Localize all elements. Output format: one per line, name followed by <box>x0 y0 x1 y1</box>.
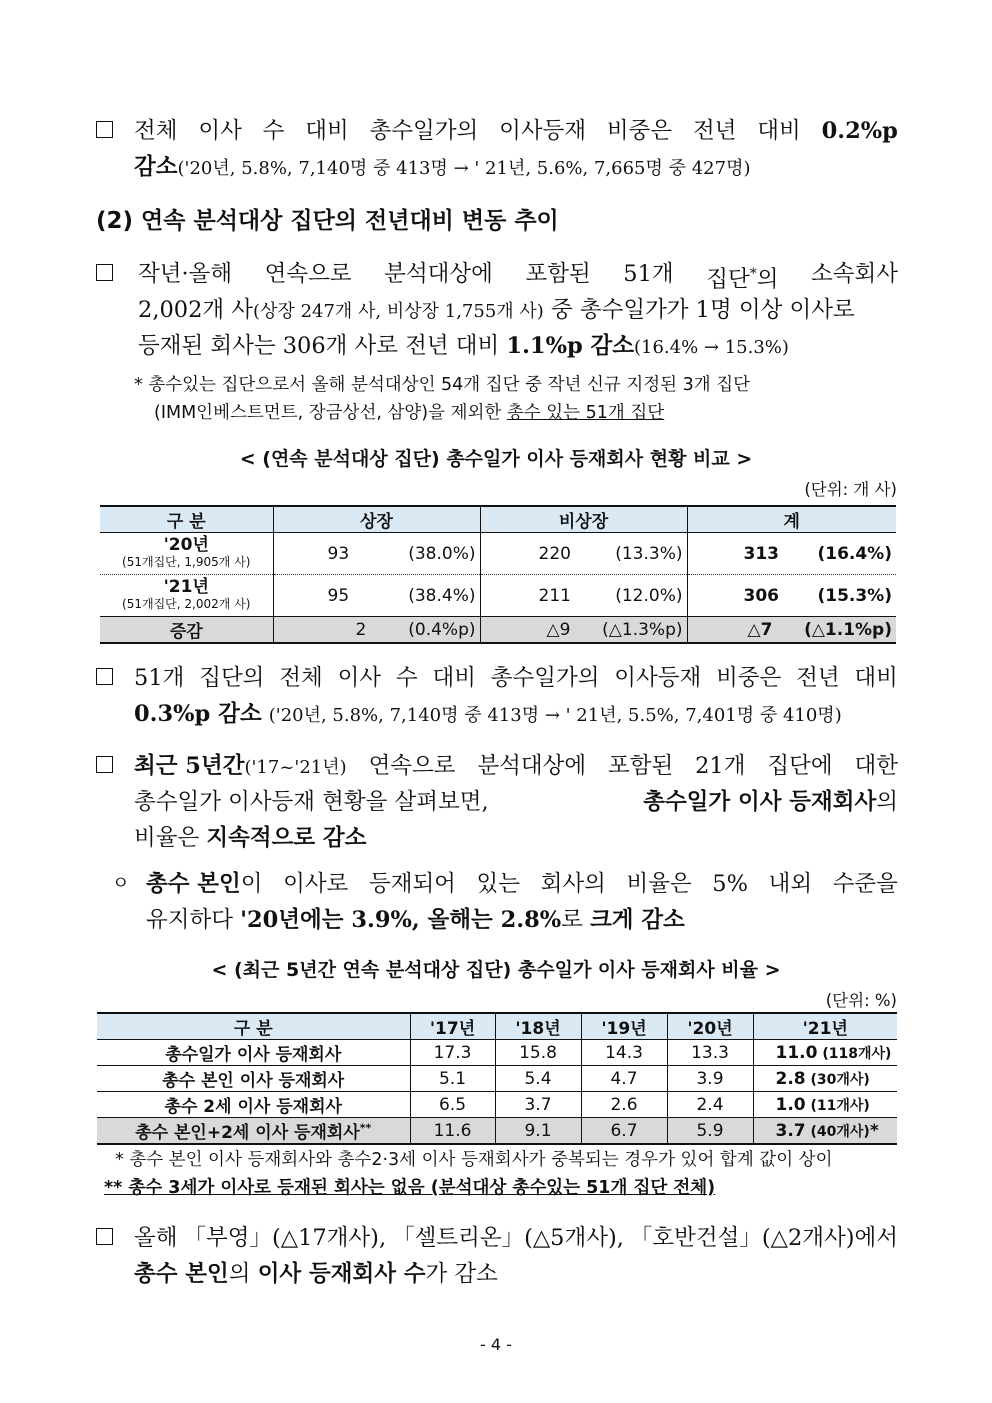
paragraph-director-ratio <box>0 113 992 193</box>
table-row <box>97 1066 897 1092</box>
table-row <box>97 1118 897 1145</box>
cell-count: 2 <box>355 619 367 640</box>
bold-text: 지속적으로 감소 <box>206 825 367 851</box>
cell-count: 306 <box>743 585 779 606</box>
bold-text: 이사 등재회사 수 <box>257 1261 426 1287</box>
word: 수 <box>262 118 285 144</box>
cell-count: △9 <box>546 619 571 640</box>
paragraph-line <box>134 748 898 786</box>
table-listed-comparison <box>100 505 896 644</box>
table-total-row <box>100 617 896 644</box>
row-label: 총수 2세 이사 등재회사 <box>164 1097 342 1117</box>
checkbox-square-icon <box>96 1228 113 1245</box>
word <box>134 748 347 786</box>
cell-value-2021 <box>753 1066 897 1092</box>
word: 총수일가의 <box>490 665 600 691</box>
detail-text: (16.4% → 15.3%) <box>633 337 789 358</box>
unit-text: (단위: %) <box>825 991 897 1010</box>
text: 중 총수일가가 1명 이상 이사로 <box>550 297 855 323</box>
word: 비중은 <box>716 665 782 691</box>
cell-value-2021 <box>753 1040 897 1066</box>
checkbox-square-icon <box>96 668 113 685</box>
word: 등재되어 <box>368 871 456 897</box>
header-cell: '21년 <box>753 1013 897 1040</box>
word: 51개 <box>623 261 674 287</box>
paragraph-line <box>134 660 898 696</box>
cell-count: △7 <box>747 619 773 640</box>
checkbox-square-icon <box>96 264 113 281</box>
cell-value: 2.6 <box>581 1092 667 1118</box>
section-title <box>96 202 896 235</box>
table-row <box>100 533 896 575</box>
word: 연속으로 <box>264 261 352 287</box>
cell-count: 220 <box>538 543 571 564</box>
footnote-line: * 총수 본인 이사 등재회사와 총수2·3세 이사 등재회사가 중복되는 경우가 있어 합계 값이 상이 <box>115 1150 833 1170</box>
title-text: < (연속 분석대상 집단) 총수일가 이사 등재회사 현황 비교 > <box>239 448 753 470</box>
paragraph-line <box>138 328 789 366</box>
cell-value: 5.4 <box>495 1066 581 1092</box>
checkbox-square-icon <box>96 121 113 138</box>
row-label: '21년 <box>163 576 209 597</box>
cell-percent: (16.4%) <box>817 543 892 564</box>
value: 3.7 <box>775 1120 806 1141</box>
paragraph-decrease-groups <box>0 1220 992 1300</box>
cell-value: 11.6 <box>410 1118 495 1145</box>
cell-count: 95 <box>327 585 350 606</box>
paragraph-line <box>134 113 898 149</box>
word: 21개 <box>695 753 746 779</box>
mark: * <box>869 1120 879 1141</box>
text: 총수일가 이사등재 현황을 살펴보면, <box>134 789 489 815</box>
bold-text: 최근 5년간 <box>134 753 245 779</box>
word: 총수 본인이 <box>146 871 263 897</box>
word: 포함된 <box>525 261 591 287</box>
row-label: 증감 <box>100 617 273 644</box>
paragraph-line <box>134 1220 898 1256</box>
text: 의 <box>876 789 898 815</box>
word: 수 <box>395 665 418 691</box>
table-header-row <box>97 1013 897 1040</box>
cell-value: 3.9 <box>667 1066 753 1092</box>
word: 이사등재 <box>499 118 587 144</box>
cell-count: 211 <box>538 585 571 606</box>
cell-value: 17.3 <box>410 1040 495 1066</box>
word: 회사의 <box>540 871 606 897</box>
word: 있는 <box>476 871 521 897</box>
underlined-text: 총수 있는 51개 집단 <box>506 403 665 423</box>
text: 로 <box>561 907 583 933</box>
bold-text: 총수 본인 <box>146 871 241 897</box>
word: 집단의 <box>199 665 265 691</box>
paragraph-51-groups-ratio <box>0 660 992 740</box>
table-five-year-ratio <box>97 1012 897 1145</box>
paragraph-line <box>134 149 750 187</box>
cell-value: 9.1 <box>495 1118 581 1145</box>
paragraph-line <box>134 1256 498 1292</box>
word: 전년 <box>692 118 737 144</box>
count: (118개사) <box>817 1045 892 1062</box>
header-cell: '18년 <box>495 1013 581 1040</box>
word: 대비 <box>854 665 898 691</box>
word: 51개 <box>134 665 185 691</box>
bold-text: 감소 <box>134 154 178 180</box>
section-heading: (2) 연속 분석대상 집단의 전년대비 변동 추이 <box>96 208 559 234</box>
cell-value-2021 <box>753 1118 897 1145</box>
table-row <box>97 1040 897 1066</box>
word: 이사 <box>337 665 382 691</box>
word: 작년·올해 <box>138 261 233 287</box>
bold-text: 총수 본인 <box>134 1261 229 1287</box>
word: 「부영」(△17개사), <box>183 1225 387 1251</box>
checkbox-square-icon <box>96 756 113 773</box>
table1-unit <box>0 476 897 500</box>
value: 11.0 <box>775 1042 818 1063</box>
cell-value: 2.4 <box>667 1092 753 1118</box>
word: 집단에 <box>767 753 833 779</box>
header-cell: 상장 <box>273 506 480 533</box>
word: 전년 <box>796 665 840 691</box>
cell-percent: (38.0%) <box>408 543 476 564</box>
paragraph-line <box>146 902 685 938</box>
word: 연속으로 <box>368 753 456 779</box>
table-row <box>97 1092 897 1118</box>
bullet-icon: ㅇ <box>112 873 130 894</box>
detail-text: (상장 247개 사, 비상장 1,755개 사) <box>253 301 544 322</box>
text: 비율은 <box>134 825 200 851</box>
row-sublabel: (51개집단, 1,905개 사) <box>122 554 251 569</box>
row-label: 총수 본인 이사 등재회사 <box>162 1071 345 1091</box>
row-label: 총수일가 이사 등재회사 <box>165 1045 342 1065</box>
word: 대비 <box>305 118 349 144</box>
word: 이사로 <box>283 871 349 897</box>
word: 대한 <box>854 753 898 779</box>
cell-value: 15.8 <box>495 1040 581 1066</box>
cell-percent: (13.3%) <box>615 543 683 564</box>
cell-percent: (38.4%) <box>408 585 476 606</box>
value: 2.8 <box>775 1068 806 1089</box>
footnote-line <box>154 400 664 427</box>
bold-text: 0.3%p 감소 <box>134 701 262 727</box>
cell-value: 6.5 <box>410 1092 495 1118</box>
page-number <box>0 1335 992 1354</box>
row-sublabel: (51개집단, 2,002개 사) <box>122 596 251 611</box>
text: 등재된 회사는 306개 사로 전년 대비 <box>138 333 500 359</box>
text: (IMM인베스트먼트, 장금상선, 삼양)을 제외한 <box>154 403 502 423</box>
word: 대비 <box>757 118 801 144</box>
footnote-line: ** 총수 3세가 이사로 등재된 회사는 없음 (분석대상 총수있는 51개 집단 전체) <box>104 1178 716 1198</box>
bold-text: 1.1%p 감소 <box>506 333 634 359</box>
detail-text: ('20년, 5.8%, 7,140명 중 413명 → ' 21년, 5.5%, 7,401명 중 410명) <box>268 705 842 726</box>
word: 올해 <box>134 1225 178 1251</box>
unit-text: (단위: 개 사) <box>804 480 897 499</box>
cell-value: 13.3 <box>667 1040 753 1066</box>
title-text: < (최근 5년간 연속 분석대상 집단) 총수일가 이사 등재회사 비율 > <box>211 959 781 981</box>
cell-count: 93 <box>327 543 350 564</box>
text: 가 감소 <box>425 1261 498 1287</box>
value: 1.0 <box>775 1094 806 1115</box>
word: 소속회사 <box>811 261 898 287</box>
text: 의 <box>228 1261 251 1287</box>
header-cell: 구 분 <box>97 1013 410 1040</box>
cell-percent: (15.3%) <box>817 585 892 606</box>
table2-title <box>0 955 992 982</box>
word: 분석대상에 <box>477 753 587 779</box>
word: 전체 <box>134 118 178 144</box>
cell-percent: (0.4%p) <box>408 619 476 640</box>
header-cell: 계 <box>687 506 896 533</box>
word: 전체 <box>279 665 323 691</box>
word: 집단*의 <box>706 266 779 293</box>
cell-value-2021 <box>753 1092 897 1118</box>
cell-value: 5.1 <box>410 1066 495 1092</box>
footnote-line: * 총수있는 집단으로서 올해 분석대상인 54개 집단 중 작년 신규 지정된 3개 집단 <box>134 375 751 395</box>
page-number-text: - 4 - <box>480 1335 512 1354</box>
header-cell: 구 분 <box>100 506 273 533</box>
paragraph-five-year-trend <box>0 748 992 858</box>
paragraph-continuous-groups <box>0 256 992 366</box>
count: (11개사) <box>805 1097 870 1114</box>
count: (30개사) <box>805 1071 870 1088</box>
detail-text: ('20년, 5.8%, 7,140명 중 413명 → ' 21년, 5.6%, 7,665명 중 427명) <box>177 158 751 179</box>
paragraph-owner-ratio <box>0 866 992 946</box>
cell-percent: (△1.3%p) <box>602 619 683 640</box>
header-cell: '20년 <box>667 1013 753 1040</box>
cell-percent: (△1.1%p) <box>804 619 892 640</box>
detail-text: ('17~'21년) <box>244 757 347 778</box>
bold-text: '20년에는 3.9%, 올해는 2.8% <box>240 907 562 933</box>
paragraph-line <box>138 292 855 330</box>
word: 비율은 <box>626 871 692 897</box>
word: 5% <box>712 871 748 897</box>
header-cell: 비상장 <box>480 506 687 533</box>
word: 내외 <box>768 871 813 897</box>
bold-text: 0.2%p <box>821 118 898 144</box>
word: 분석대상에 <box>384 261 493 287</box>
table-header-row <box>100 506 896 533</box>
word: 「셀트리온」(△5개사), <box>392 1225 624 1251</box>
paragraph-line <box>134 784 898 820</box>
paragraph-line <box>146 866 898 902</box>
cell-value: 14.3 <box>581 1040 667 1066</box>
text: 유지하다 <box>146 907 233 933</box>
word: 포함된 <box>607 753 674 779</box>
cell-count: 313 <box>743 543 779 564</box>
text: 2,002개 사 <box>138 297 254 323</box>
word: 「호반건설」(△2개사)에서 <box>629 1225 898 1251</box>
header-cell: '19년 <box>581 1013 667 1040</box>
cell-value: 6.7 <box>581 1118 667 1145</box>
cell-percent: (12.0%) <box>615 585 683 606</box>
header-cell: '17년 <box>410 1013 495 1040</box>
word: 대비 <box>432 665 476 691</box>
table-row <box>100 575 896 617</box>
word: 이사 <box>198 118 242 144</box>
paragraph-line <box>134 696 842 734</box>
count: (40개사) <box>805 1123 870 1140</box>
cell-value: 3.7 <box>495 1092 581 1118</box>
word: 비중은 <box>606 118 673 144</box>
table1-title <box>0 444 992 471</box>
paragraph-line <box>134 820 366 856</box>
cell-value: 4.7 <box>581 1066 667 1092</box>
word: 총수일가의 <box>369 118 479 144</box>
cell-value: 5.9 <box>667 1118 753 1145</box>
row-label: '20년 <box>163 534 209 555</box>
bold-text: 총수일가 이사 등재회사 <box>643 789 877 815</box>
bold-text: 크게 감소 <box>590 907 685 933</box>
row-label: 총수 본인+2세 이사 등재회사** <box>135 1121 372 1143</box>
word: 이사등재 <box>614 665 702 691</box>
word: 수준을 <box>832 871 898 897</box>
table2-unit <box>0 987 897 1011</box>
